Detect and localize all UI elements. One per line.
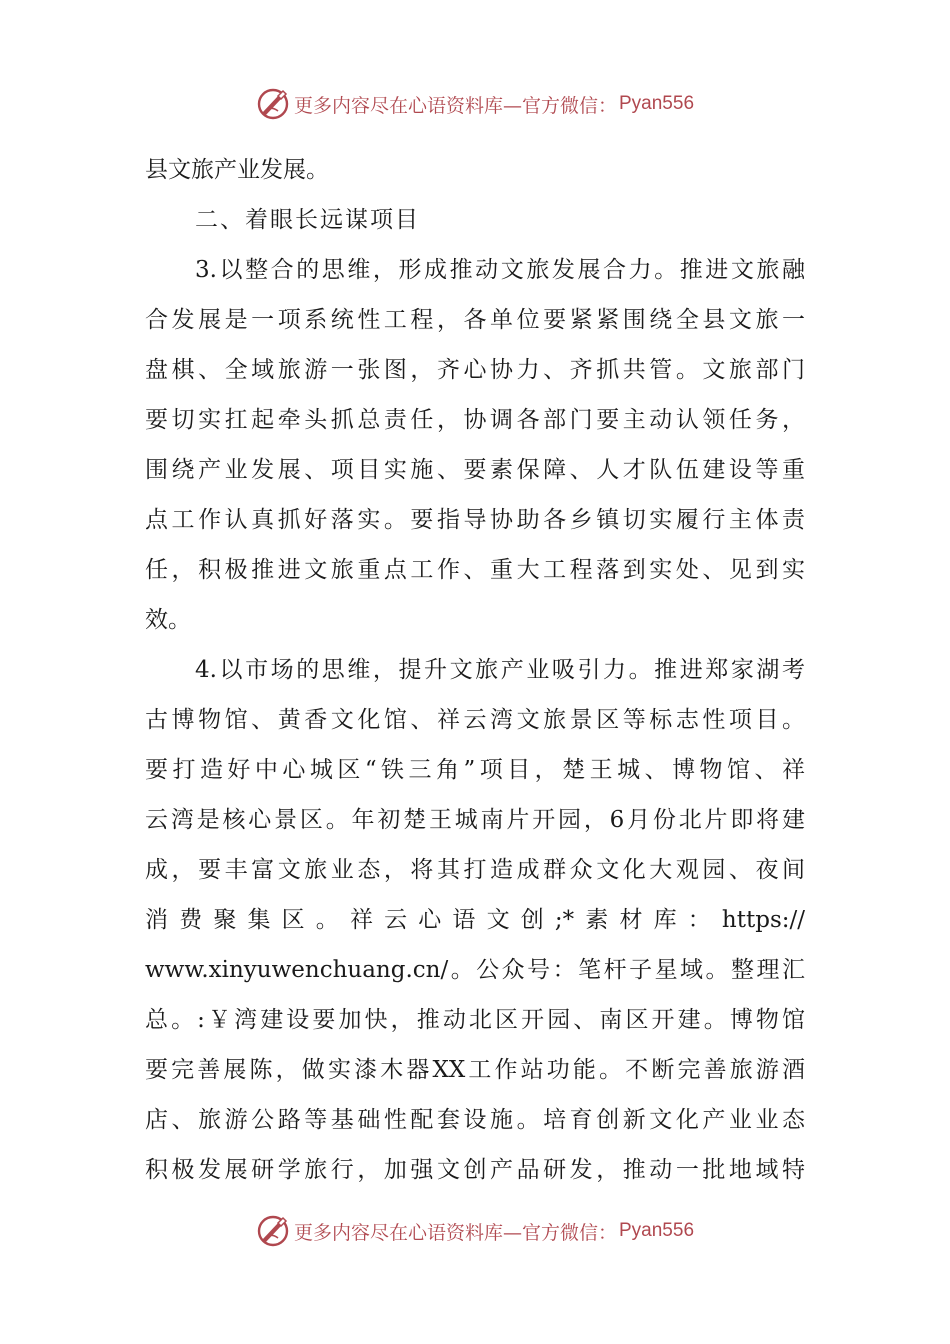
pen-logo-icon [256,1214,290,1248]
document-body [145,145,805,1195]
text-line: 云湾是核心景区。年初楚王城南片开园，6月份北片即将建 [145,807,805,833]
text-line: 要打造好中心城区“铁三角”项目，楚王城、博物馆、祥 [145,757,805,783]
watermark-footer [0,1211,950,1251]
text-line: www.xinyuwenchuang.cn/。公众号：笔杆子星域。整理汇 [145,957,805,983]
watermark-wechat-id: Pyan556 [619,93,695,114]
text-line: 总。:￥湾建设要加快，推动北区开园、南区开建。博物馆 [145,1007,805,1033]
text-line: 县文旅产业发展。 [145,157,329,183]
text-line: 成，要丰富文旅业态，将其打造成群众文化大观园、夜间 [145,857,805,883]
text-line: 消费聚集区。祥云心语文创;*素材库：https:// [145,907,805,933]
watermark-text: 更多内容尽在心语资料库—官方微信： [293,1221,617,1244]
watermark-header [0,84,950,124]
text-line: 古博物馆、黄香文化馆、祥云湾文旅景区等标志性项目。 [145,707,805,733]
text-line: 4.以市场的思维，提升文旅产业吸引力。推进郑家湖考 [195,657,805,683]
watermark-text: 更多内容尽在心语资料库—官方微信： [293,94,617,117]
text-line: 点工作认真抓好落实。要指导协助各乡镇切实履行主体责 [145,507,805,533]
text-line: 任，积极推进文旅重点工作、重大工程落到实处、见到实 [145,557,805,583]
watermark-wechat-id: Pyan556 [619,1220,695,1241]
text-line: 效。 [145,607,191,633]
text-line: 要切实扛起牵头抓总责任，协调各部门要主动认领任务， [145,407,805,433]
text-line: 积极发展研学旅行，加强文创产品研发，推动一批地域特 [145,1157,805,1183]
text-line: 合发展是一项系统性工程，各单位要紧紧围绕全县文旅一 [145,307,805,333]
text-line: 盘棋、全域旅游一张图，齐心协力、齐抓共管。文旅部门 [145,357,805,383]
section-heading: 二、着眼长远谋项目 [195,207,420,233]
text-line: 店、旅游公路等基础性配套设施。培育创新文化产业业态 [145,1107,805,1133]
text-line: 3.以整合的思维，形成推动文旅发展合力。推进文旅融 [195,257,805,283]
pen-logo-icon [256,87,290,121]
text-line: 围绕产业发展、项目实施、要素保障、人才队伍建设等重 [145,457,805,483]
text-line: 要完善展陈，做实漆木器XX工作站功能。不断完善旅游酒 [145,1057,805,1083]
